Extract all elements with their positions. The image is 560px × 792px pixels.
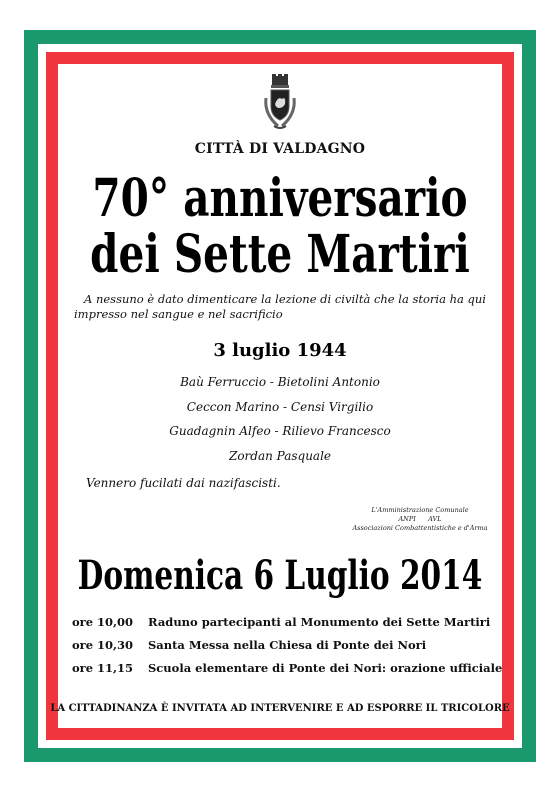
schedule-text: Raduno partecipanti al Monumento dei Sette Martiri — [148, 615, 491, 629]
schedule-row — [72, 638, 512, 652]
city-coat-of-arms-icon — [260, 74, 300, 138]
massacre-date: 3 luglio 1944 — [213, 340, 347, 361]
motto-line-2: impresso nel sangue e nel sacrificio — [74, 307, 283, 321]
title-line-1: 70° anniversario — [92, 168, 468, 229]
signature-line-2: ANPI AVL — [398, 515, 442, 523]
execution-note: Vennero fucilati dai nazifascisti. — [86, 476, 281, 490]
event-date: Domenica 6 Luglio 2014 — [77, 552, 483, 599]
signature-block — [350, 506, 490, 533]
martyrs-line: Zordan Pasquale — [228, 448, 332, 463]
schedule-text: Santa Messa nella Chiesa di Ponte dei Nori — [148, 638, 427, 652]
city-name: CITTÀ DI VALDAGNO — [194, 141, 366, 157]
invitation: LA CITTADINANZA È INVITATA AD INTERVENIRE E AD ESPORRE IL TRICOLORE — [50, 703, 510, 714]
martyrs-line: Guadagnin Alfeo - Rilievo Francesco — [169, 424, 391, 438]
motto-line-1: A nessuno è dato dimenticare la lezione di civiltà che la storia ha qui — [84, 292, 486, 306]
motto — [74, 292, 494, 322]
schedule-time: ore 10,30 — [72, 638, 134, 652]
martyrs-line: Baù Ferruccio - Bietolini Antonio — [180, 375, 380, 389]
schedule-row — [72, 615, 512, 629]
martyrs-line: Ceccon Marino - Censi Virgilio — [186, 399, 374, 414]
title-line-2: dei Sette Martiri — [90, 224, 470, 285]
schedule-time: ore 11,15 — [72, 661, 134, 675]
schedule-row — [72, 661, 512, 675]
signature-line-3: Associazioni Combattentistiche e d'Arma — [352, 524, 488, 532]
schedule-text: Scuola elementare di Ponte dei Nori: orazione ufficiale — [148, 661, 503, 675]
signature-line-1: L'Amministrazione Comunale — [371, 506, 469, 514]
schedule-time: ore 10,00 — [72, 615, 134, 629]
martyrs-list — [0, 374, 560, 472]
